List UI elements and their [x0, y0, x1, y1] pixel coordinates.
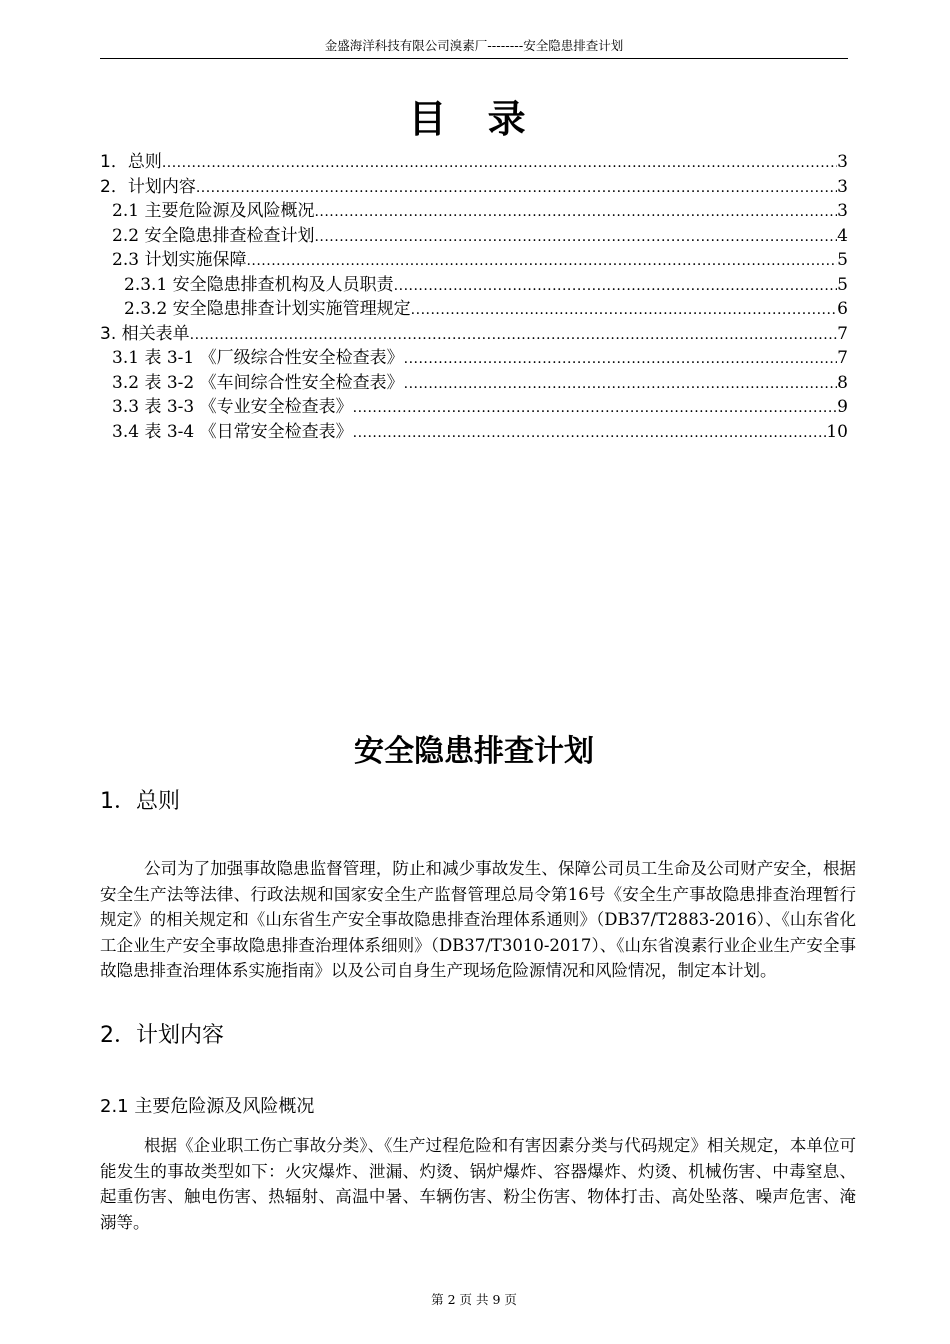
toc-entry-page: 3 [837, 201, 848, 221]
toc-leader-dots [162, 151, 837, 176]
toc-leader-dots [314, 200, 837, 225]
toc-entry-page: 7 [837, 323, 848, 344]
toc-entry-label: 2.1 主要危险源及风险概况 [112, 201, 315, 221]
toc-entry[interactable] [100, 297, 848, 322]
toc-entry-page: 9 [837, 397, 848, 417]
toc-entry-page: 4 [837, 225, 848, 246]
toc-leader-dots [394, 274, 838, 299]
toc-entry[interactable] [100, 150, 848, 175]
toc-entry-page: 3 [837, 176, 848, 197]
toc-entry[interactable] [100, 346, 848, 371]
toc-entry-label: 3.3 表 3-3 《专业安全检查表》 [112, 397, 353, 417]
page-header: 金盛海洋科技有限公司溴素厂--------安全隐患排查计划 [100, 36, 848, 59]
table-of-contents [100, 150, 848, 444]
toc-leader-dots [404, 372, 838, 397]
section-heading-plan-content: 2．计划内容 [100, 1023, 224, 1048]
toc-leader-dots [196, 176, 837, 201]
toc-entry[interactable] [100, 322, 848, 347]
general-paragraph: 公司为了加强事故隐患监督管理，防止和减少事故发生、保障公司员工生命及公司财产安全，根据安全生产法等法律、行政法规和国家安全生产监督管理总局令第16号《安全生产事故隐患排查治理暂行规定》的相关规定和《山东省生产安全事故隐患排查治理体系通则》（DB37/T2883-2016）、《山东省化工企业生产安全事故隐患排查治理体系细则》（DB37/T3010-2017）、《山东省溴素行业企业生产安全事故隐患排查治理体系实施指南》以及公司自身生产现场危险源情况和风险情况，制定本计划。 [100, 859, 856, 980]
toc-leader-dots [411, 298, 838, 323]
page-footer: 第 2 页 共 9 页 [431, 1292, 517, 1307]
toc-entry[interactable] [100, 224, 848, 249]
toc-entry[interactable] [100, 420, 848, 445]
toc-entry-page: 5 [837, 274, 848, 295]
toc-entry-label: 2.3.1 安全隐患排查机构及人员职责 [124, 274, 394, 295]
toc-entry-label: 2.2 安全隐患排查检查计划 [112, 225, 315, 246]
toc-entry-page: 5 [837, 250, 848, 270]
toc-entry-label: 3.4 表 3-4 《日常安全检查表》 [112, 421, 353, 442]
subsection-heading-hazards: 2.1 主要危险源及风险概况 [100, 1096, 315, 1117]
toc-entry-page: 8 [837, 372, 848, 393]
toc-entry-label: 2．计划内容 [100, 176, 196, 197]
toc-leader-dots [353, 421, 827, 446]
section-heading-general: 1．总则 [100, 789, 180, 814]
toc-entry-page: 3 [837, 152, 848, 172]
toc-entry-page: 6 [837, 299, 848, 319]
toc-entry[interactable] [100, 371, 848, 396]
toc-entry[interactable] [100, 248, 848, 273]
toc-leader-dots [353, 396, 838, 421]
toc-entry-label: 3.1 表 3-1 《厂级综合性安全检查表》 [112, 348, 404, 368]
toc-entry-label: 3.2 表 3-2 《车间综合性安全检查表》 [112, 372, 404, 393]
toc-entry-page: 10 [826, 421, 848, 442]
toc-entry[interactable] [100, 395, 848, 420]
toc-title: 目 录 [408, 97, 540, 141]
toc-entry-label: 3. 相关表单 [100, 323, 190, 344]
document-title: 安全隐患排查计划 [354, 734, 594, 769]
toc-leader-dots [314, 225, 837, 250]
hazards-paragraph: 根据《企业职工伤亡事故分类》、《生产过程危险和有害因素分类与代码规定》相关规定，本单位可能发生的事故类型如下：火灾爆炸、泄漏、灼烫、锅炉爆炸、容器爆炸、灼烫、机械伤害、中毒窒息、起重伤害、触电伤害、热辐射、高温中暑、车辆伤害、粉尘伤害、物体打击、高处坠落、噪声危害、淹溺等。 [100, 1136, 856, 1232]
toc-entry-label: 2.3 计划实施保障 [112, 250, 247, 270]
toc-leader-dots [246, 249, 837, 274]
toc-leader-dots [190, 323, 838, 348]
toc-entry-label: 2.3.2 安全隐患排查计划实施管理规定 [124, 299, 411, 319]
toc-entry-label: 1．总则 [100, 152, 162, 172]
toc-entry[interactable] [100, 199, 848, 224]
toc-entry[interactable] [100, 175, 848, 200]
toc-entry-page: 7 [837, 348, 848, 368]
toc-entry[interactable] [100, 273, 848, 298]
toc-leader-dots [404, 347, 838, 372]
